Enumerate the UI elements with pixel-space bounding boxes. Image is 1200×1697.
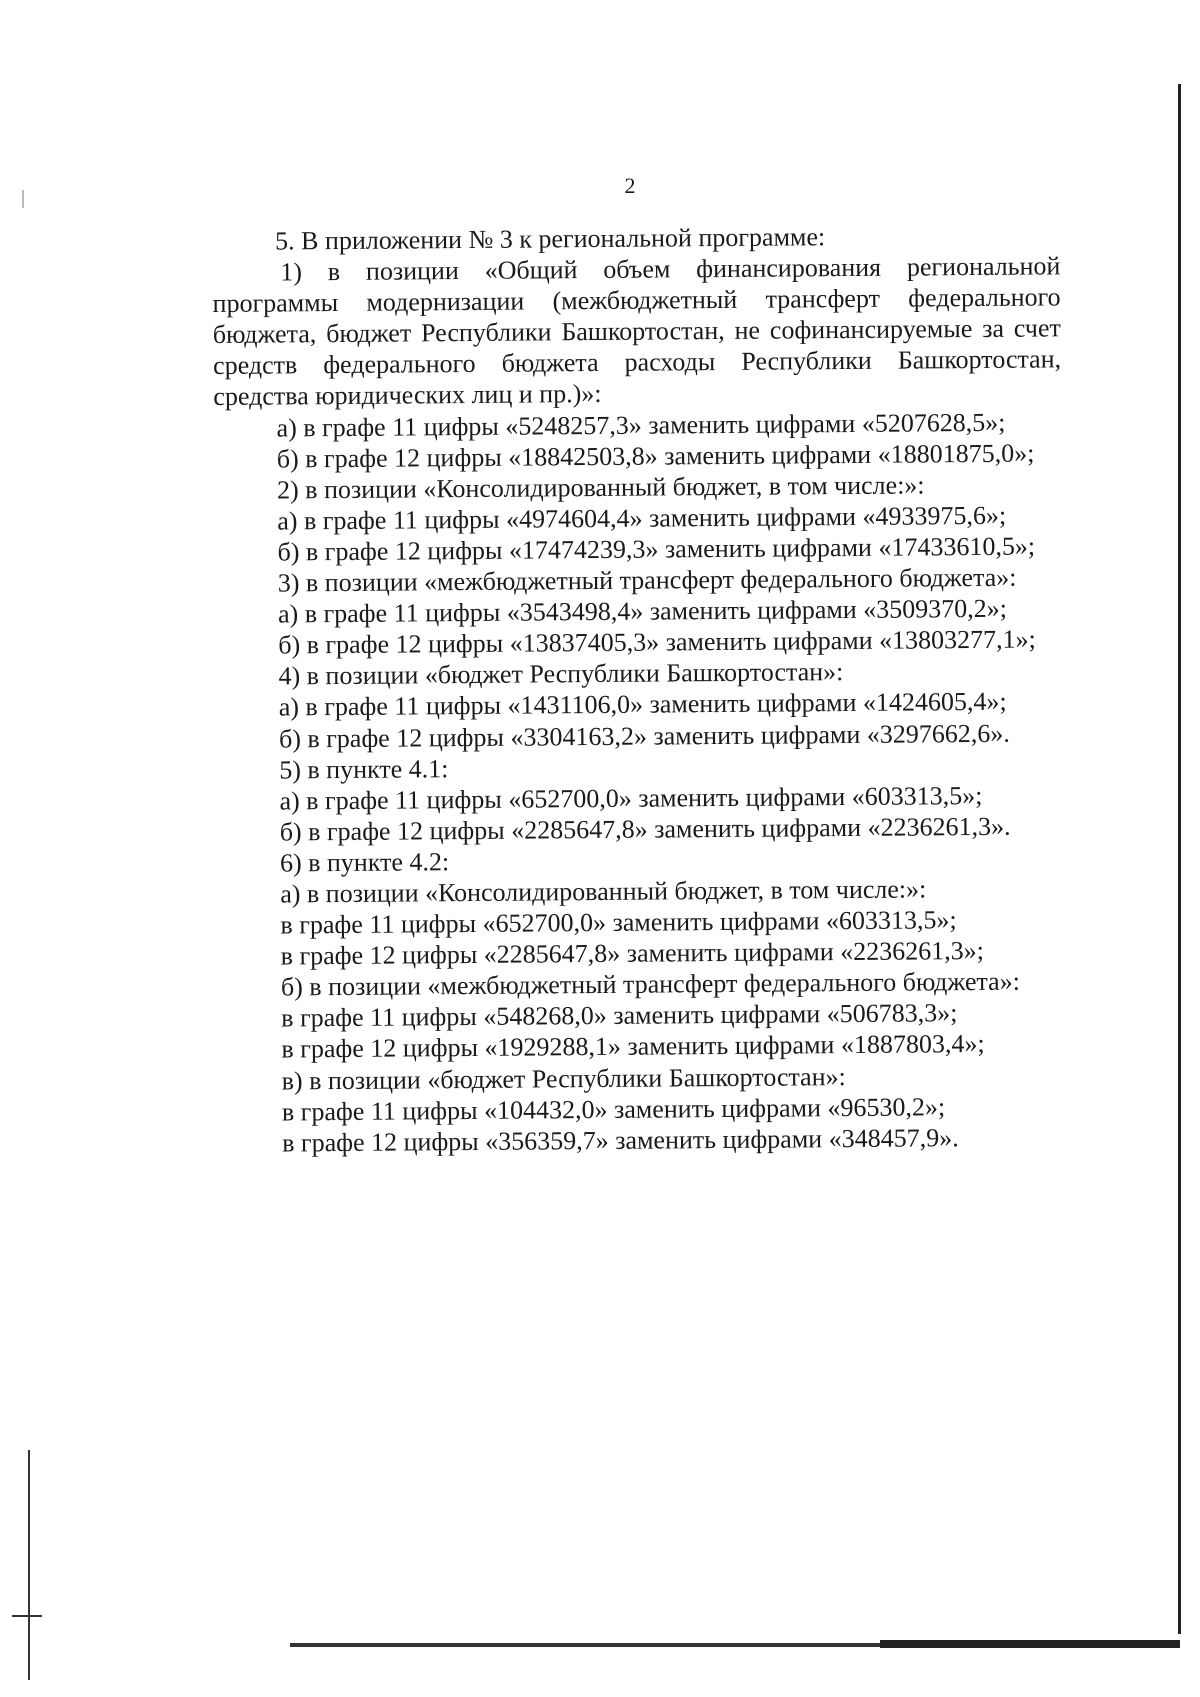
paragraph-3a: а) в графе 11 цифры «3543498,4» заменить цифрами «3509370,2»; [277, 593, 1008, 629]
paragraph-2b: б) в графе 12 цифры «17474239,3» заменить цифрами «17433610,5»; [277, 531, 1036, 567]
paragraph-6b: б) в позиции «межбюджетный трансферт федерального бюджета»: [280, 966, 1020, 1002]
scan-edge-left-tick [12, 1615, 42, 1617]
paragraph-4a: а) в графе 11 цифры «1431106,0» заменить цифрами «1424605,4»; [278, 687, 1007, 722]
paragraph-6b-line-2: в графе 12 цифры «1929288,1» заменить цифрами «1887803,4»; [281, 1029, 985, 1064]
paragraph-6v-line-2: в графе 12 цифры «356359,7» заменить цифрами «348457,9». [282, 1122, 959, 1158]
page-number: 2 [624, 173, 636, 198]
paragraph-3b: б) в графе 12 цифры «13837405,3» заменить цифрами «13803277,1»; [278, 624, 1036, 660]
paragraph-5b: б) в графе 12 цифры «2285647,8» заменить цифрами «2236261,3». [279, 811, 1011, 847]
scan-edge-right [1178, 84, 1181, 1634]
paragraph-6a-line-1: в графе 11 цифры «652700,0» заменить цифрами «603313,5»; [280, 905, 957, 940]
paragraph-6v-line-1: в графе 11 цифры «104432,0» заменить цифрами «96530,2»; [281, 1091, 946, 1127]
paragraph-4b: б) в графе 12 цифры «3304163,2» заменить цифрами «3297662,6». [278, 718, 1010, 753]
paragraph-6a-line-2: в графе 12 цифры «2285647,8» заменить цифрами «2236261,3»; [280, 936, 985, 971]
paragraph-4: 4) в позиции «бюджет Республики Башкортостан»: [278, 657, 844, 691]
paragraph-5: 5) в пункте 4.1: [279, 753, 449, 785]
section-heading: 5. В приложении № 3 к региональной программе: [275, 222, 826, 256]
paragraph-6v: в) в позиции «бюджет Республики Башкортостан»: [281, 1061, 846, 1096]
paragraph-5a: а) в графе 11 цифры «652700,0» заменить цифрами «603313,5»; [279, 780, 983, 816]
scan-edge-bottom-thick [880, 1640, 1180, 1648]
paragraph-6a: а) в позиции «Консолидированный бюджет, в том числе:»: [280, 874, 927, 909]
paragraph-3: 3) в позиции «межбюджетный трансферт федерального бюджета»: [277, 562, 1017, 598]
paragraph-1a: а) в графе 11 цифры «5248257,3» заменить цифрами «5207628,5»; [276, 407, 1006, 443]
scan-edge-left [28, 1450, 30, 1680]
paragraph-6b-line-1: в графе 11 цифры «548268,0» заменить цифрами «506783,3»; [281, 998, 958, 1033]
paragraph-1b: б) в графе 12 цифры «18842503,8» заменить цифрами «18801875,0»; [276, 438, 1035, 474]
paragraph-6: 6) в пункте 4.2: [279, 847, 450, 878]
document-body [212, 219, 1067, 1158]
paragraph-2: 2) в позиции «Консолидированный бюджет, в том числе:»: [276, 470, 925, 505]
paragraph-1: 1) в позиции «Общий объем финансирования региональной программы модернизации (межбюджетный трансферт федерального бюджета, бюджет Республики Башкортостан, не софинансируемые за счет средств федерального бюджета расходы Республики Башкортостан, средства юридических лиц и пр.)»: [212, 251, 1062, 412]
paragraph-2a: а) в графе 11 цифры «4974604,4» заменить цифрами «4933975,6»; [277, 500, 1007, 536]
